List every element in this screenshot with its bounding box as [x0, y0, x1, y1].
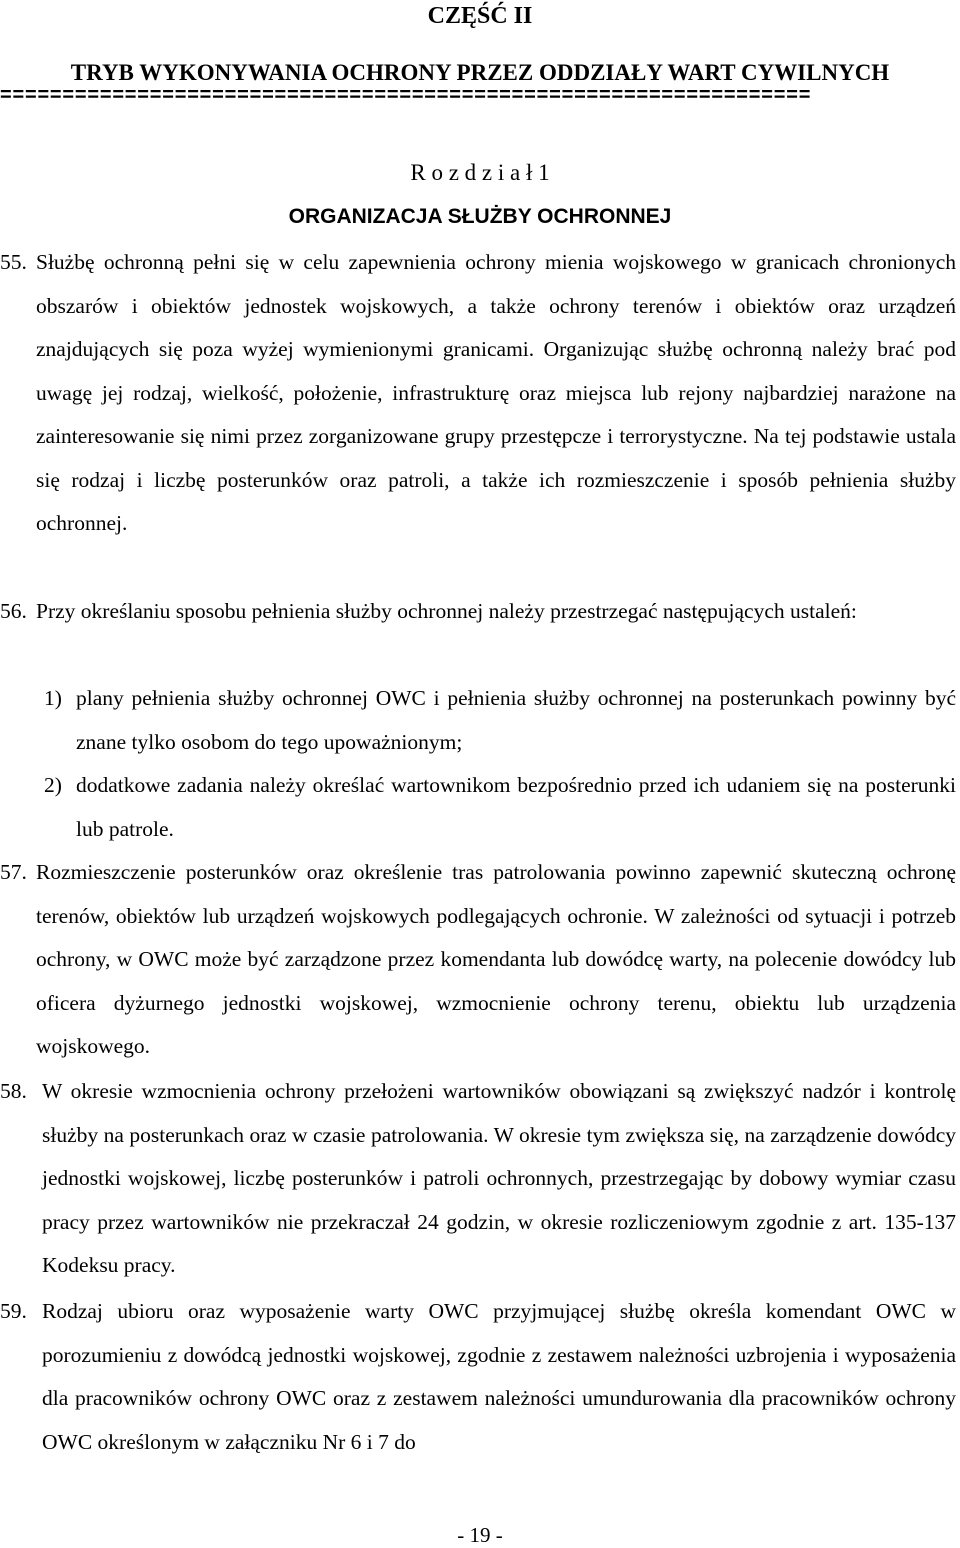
document-title: TRYB WYKONYWANIA OCHRONY PRZEZ ODDZIAŁY WART CYWILNYCH [70, 60, 890, 85]
list-item-2-text: dodatkowe zadania należy określać wartownikom bezpośrednio przed ich udaniem się na posterunki lub patrole. [76, 773, 956, 841]
part-title: CZĘŚĆ II [427, 3, 533, 29]
paragraph-59-number: 59. [0, 1299, 27, 1323]
paragraph-56-number: 56. [0, 599, 27, 623]
chapter-title: ORGANIZACJA SŁUŻBY OCHRONNEJ [288, 205, 672, 228]
paragraph-57-text: Rozmieszczenie posterunków oraz określenie tras patrolowania powinno zapewnić skuteczną ochronę terenów, obiektów lub urządzeń wojskowych podlegających ochronie. W zależności od sytuacji i potrzeb ochrony, w OWC może być zarządzone przez komendanta lub dowódcę warty, na polecenie dowódcy lub oficera dyżurnego jednostki wojskowej, wzmocnienie ochrony terenu, obiektu lub urządzenia wojskowego. [36, 860, 956, 1058]
title-underline-rule: ================================================================= [0, 84, 812, 106]
paragraph-56-text: Przy określaniu sposobu pełnienia służby ochronnej należy przestrzegać następujących ustaleń: [36, 599, 857, 623]
paragraph-55-number: 55. [0, 250, 27, 274]
list-item-2-number: 2) [44, 773, 62, 797]
paragraph-58-text: W okresie wzmocnienia ochrony przełożeni wartowników obowiązani są zwiększyć nadzór i kontrolę służby na posterunkach oraz w czasie patrolowania. W okresie tym zwiększa się, na zarządzenie dowódcy jednostki wojskowej, liczbę posterunków i patroli ochronnych, przestrzegając by dobowy wymiar czasu pracy przez wartowników nie przekraczał 24 godzin, w okresie rozliczeniowym zgodnie z art. 135-137 Kodeksu pracy. [42, 1079, 956, 1277]
paragraph-58-number: 58. [0, 1079, 27, 1103]
chapter-label: R o z d z i a ł 1 [410, 160, 550, 185]
paragraph-59-text: Rodzaj ubioru oraz wyposażenie warty OWC przyjmującej służbę określa komendant OWC w porozumieniu z dowódcą jednostki wojskowej, zgodnie z zestawem należności uzbrojenia i wyposażenia dla pracowników ochrony OWC oraz z zestawem należności umundurowania dla pracowników ochrony OWC określonym w załączniku Nr 6 i 7 do [42, 1299, 956, 1454]
list-item-1-text: plany pełnienia służby ochronnej OWC i pełnienia służby ochronnej na posterunkach powinny być znane tylko osobom do tego upoważnionym; [76, 686, 956, 754]
paragraph-57-number: 57. [0, 860, 27, 884]
list-item-1-number: 1) [44, 686, 62, 710]
page-number: - 19 - [457, 1523, 503, 1547]
paragraph-55-text: Służbę ochronną pełni się w celu zapewnienia ochrony mienia wojskowego w granicach chronionych obszarów i obiektów jednostek wojskowych, a także ochrony terenów i obiektów oraz urządzeń znajdujących się poza wyżej wymienionymi granicami. Organizując służbę ochronną należy brać pod uwagę jej rodzaj, wielkość, położenie, infrastrukturę oraz miejsca lub rejony najbardziej narażone na zainteresowanie się nimi przez zorganizowane grupy przestępcze i terrorystyczne. Na tej podstawie ustala się rodzaj i liczbę posterunków oraz patroli, a także ich rozmieszczenie i sposób pełnienia służby ochronnej. [36, 250, 956, 535]
